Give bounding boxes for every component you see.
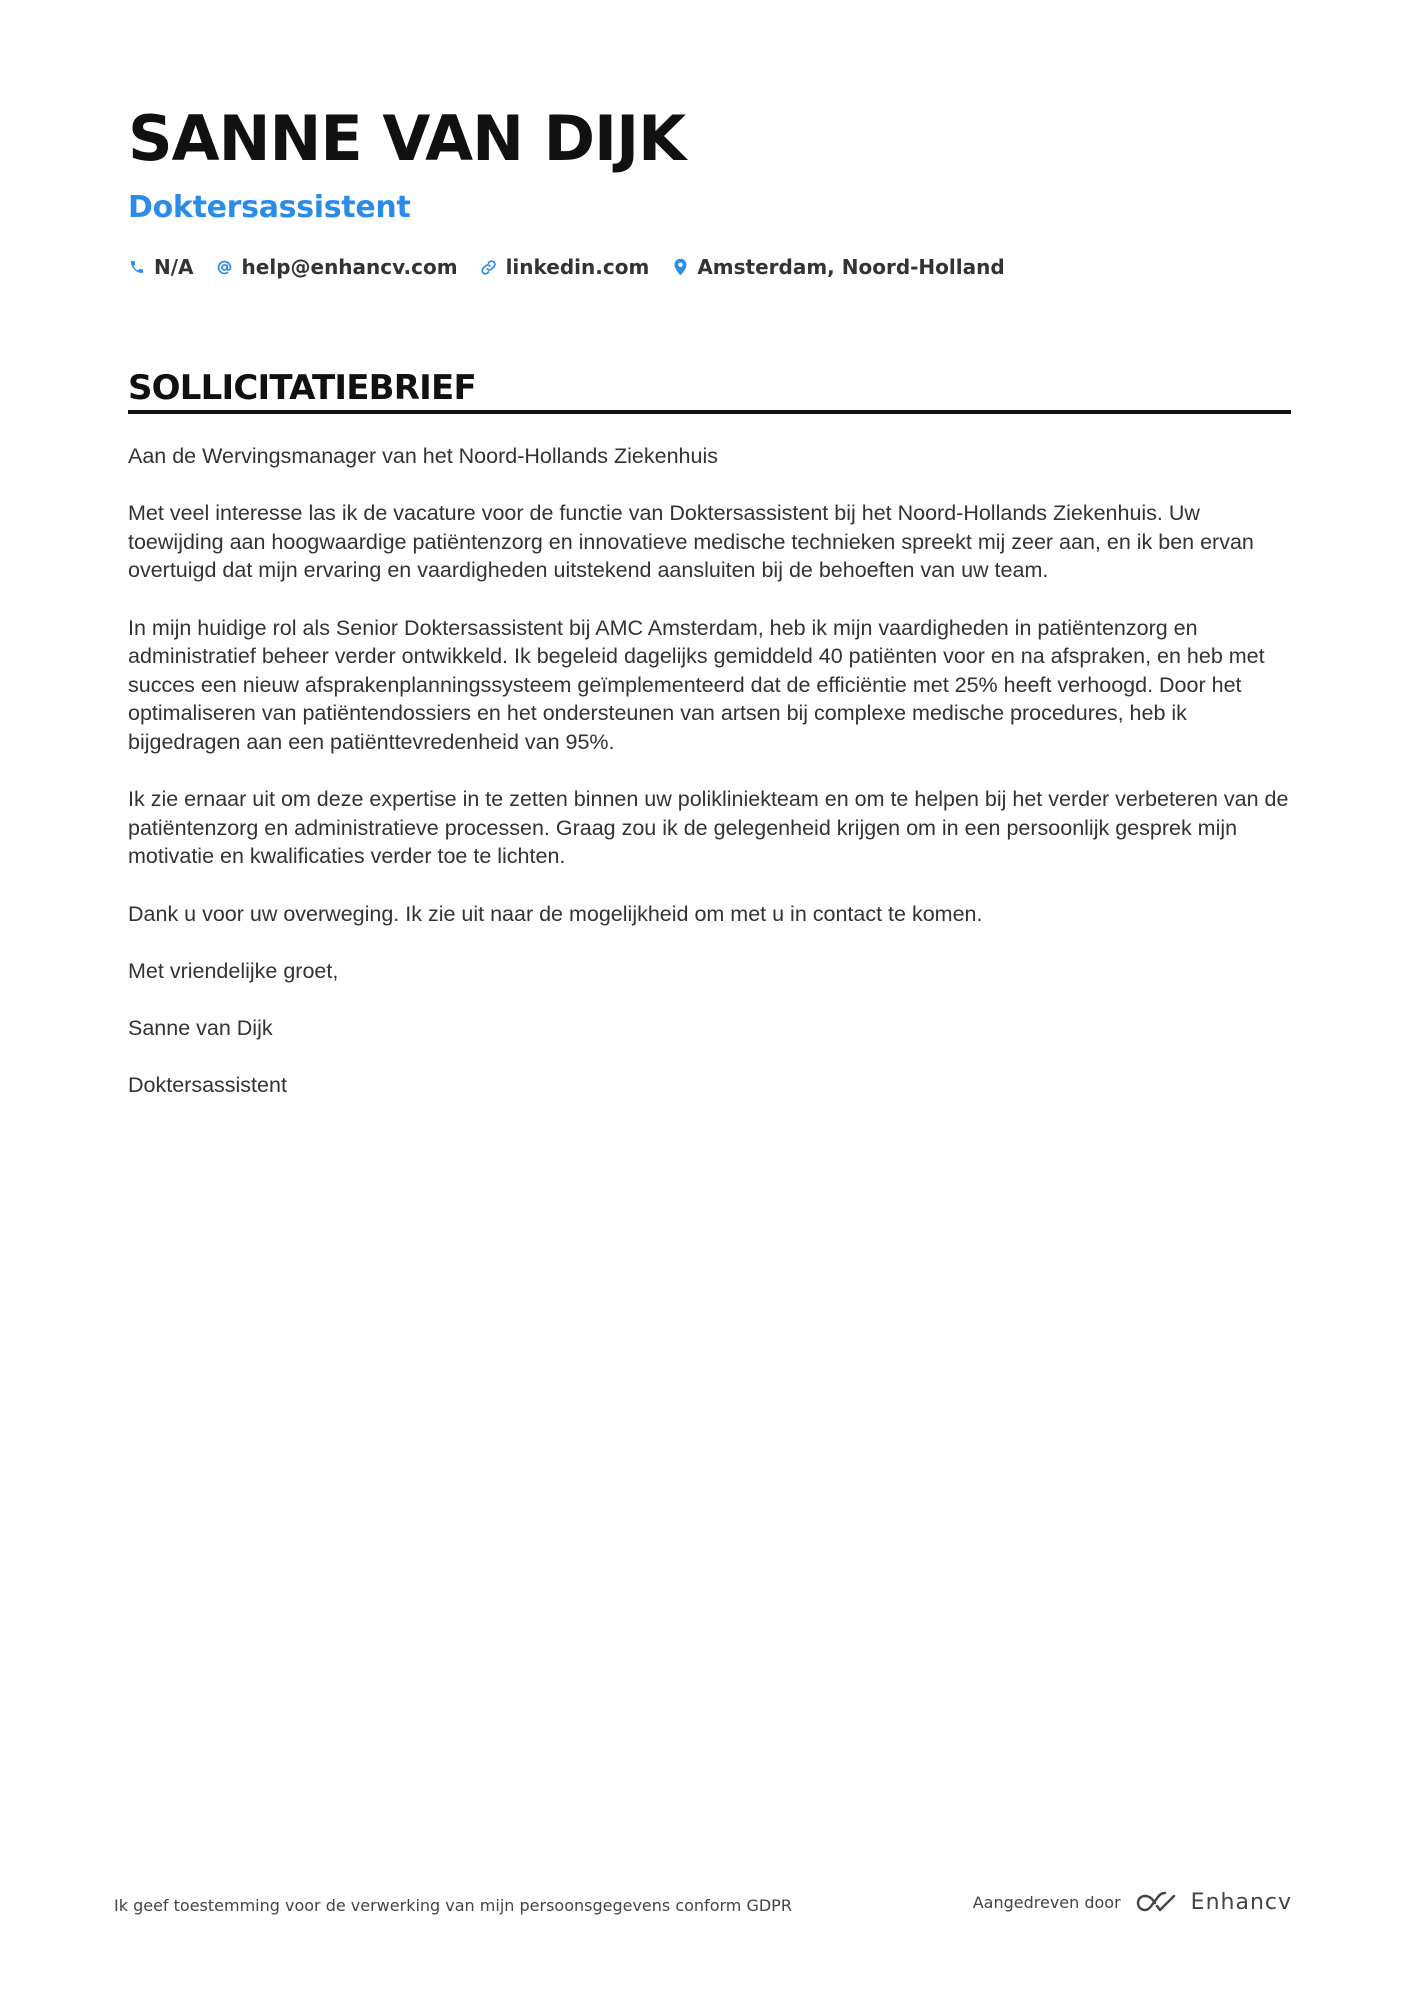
letter-paragraph: Met veel interesse las ik de vacature voor de functie van Doktersassistent bij het Noord-Hollands Ziekenhuis. Uw toewijding aan hoogwaardige patiëntenzorg en innovatieve medische technieken spreekt mij zeer aan, en ik ben ervan overtuigd dat mijn ervaring en vaardigheden uitstekend aansluiten bij de behoeften van uw team. [128,501,1254,583]
link-icon [480,257,498,277]
brand-name: Enhancv [1190,1890,1292,1915]
letter-body [128,442,1293,1128]
powered-by-label: Aangedreven door [972,1893,1121,1912]
contact-linkedin[interactable] [480,255,650,279]
letter-closing: Met vriendelijke groet, [128,958,339,983]
letter-paragraph: Ik zie ernaar uit om deze expertise in te zetten binnen uw polikliniekteam en om te helpen bij het verder verbeteren van de patiëntenzorg en administratieve processen. Graag zou ik de gelegenheid krijgen om in een persoonlijk gesprek mijn motivatie en kwalificaties verder toe te lichten. [128,787,1289,869]
letter-signature-role: Doktersassistent [128,1073,287,1098]
contact-location [671,255,1004,279]
phone-icon [128,257,146,277]
section-title: SOLLICITATIEBRIEF [128,368,476,408]
at-icon [216,257,234,277]
letter-signature-name: Sanne van Dijk [128,1015,273,1040]
letter-salutation: Aan de Wervingsmanager van het Noord-Hollands Ziekenhuis [128,444,718,468]
section-divider [128,410,1291,414]
location-pin-icon [671,257,689,277]
contact-location-text: Amsterdam, Noord-Holland [697,255,1005,279]
applicant-role: Doktersassistent [128,190,411,225]
contact-email[interactable] [216,255,458,279]
contact-email-text: help@enhancv.com [241,255,458,279]
contact-phone-text: N/A [154,255,194,279]
applicant-name: SANNE VAN DIJK [128,102,686,175]
letter-paragraph: In mijn huidige rol als Senior Doktersassistent bij AMC Amsterdam, heb ik mijn vaardigheden in patiëntenzorg en administratief beheer verder ontwikkeld. Ik begeleid dagelijks gemiddeld 40 patiënten voor en na afspraken, en heb met succes een nieuw afsprakenplanningssysteem geïmplementeerd dat de efficiëntie met 25% heeft verhoogd. Door het optimaliseren van patiëntendossiers en het ondersteunen van artsen bij complexe medische procedures, heb ik bijgedragen aan een patiënttevredenheid van 95%. [128,615,1265,754]
gdpr-consent: Ik geef toestemming voor de verwerking van mijn persoonsgegevens conform GDPR [114,1896,792,1915]
powered-by [973,1890,1292,1915]
letter-paragraph: Dank u voor uw overweging. Ik zie uit naar de mogelijkheid om met u in contact te komen. [128,901,983,926]
enhancv-logo-icon [1133,1891,1179,1915]
contact-bar [128,255,1005,279]
contact-phone [128,255,194,279]
contact-linkedin-text: linkedin.com [505,255,650,279]
